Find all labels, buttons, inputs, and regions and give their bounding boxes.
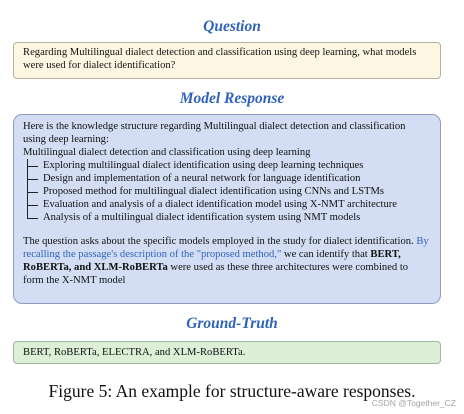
answer-text: we can identify that [281,249,371,260]
response-intro: Here is the knowledge structure regarding Multilingual dialect detection and classification using deep learning: [23,121,406,145]
tree-branch: Exploring multilingual dialect identification using deep learning techniques [23,159,431,172]
question-box [13,42,441,79]
tree-branch: Analysis of a multilingual dialect identification system using NMT models [23,211,431,224]
tree-branches [23,159,431,224]
question-heading: Question [203,18,261,35]
figure-caption: Figure 5: An example for structure-aware responses. [48,381,416,401]
question-text: Regarding Multilingual dialect detection and classification using deep learning, what models were used for dialect identification? [23,47,417,71]
tree-branch: Evaluation and analysis of a dialect identification model using X-NMT architecture [23,198,431,211]
response-box [13,114,441,304]
tree-root: Multilingual dialect detection and classification using deep learning [23,147,311,158]
answer-models: BERT, RoBERTa, and XLM-RoBERTa [23,249,401,273]
answer-text: were used as these three architectures were combined to form the X-NMT model [23,262,409,286]
response-answer [23,235,431,287]
answer-text: The question asks about the specific models employed in the study for dialect identification. [23,236,417,247]
watermark: CSDN @Together_CZ [371,398,456,408]
answer-highlight: By recalling the passage's description of the "proposed method," [23,236,429,260]
tree-branch: Design and implementation of a neural network for language identification [23,172,431,185]
groundtruth-heading: Ground-Truth [186,315,278,332]
response-heading: Model Response [179,90,285,107]
groundtruth-box [13,341,441,364]
groundtruth-text: BERT, RoBERTa, ELECTRA, and XLM-RoBERTa. [23,347,246,358]
tree-branch: Proposed method for multilingual dialect identification using CNNs and LSTMs [23,185,431,198]
